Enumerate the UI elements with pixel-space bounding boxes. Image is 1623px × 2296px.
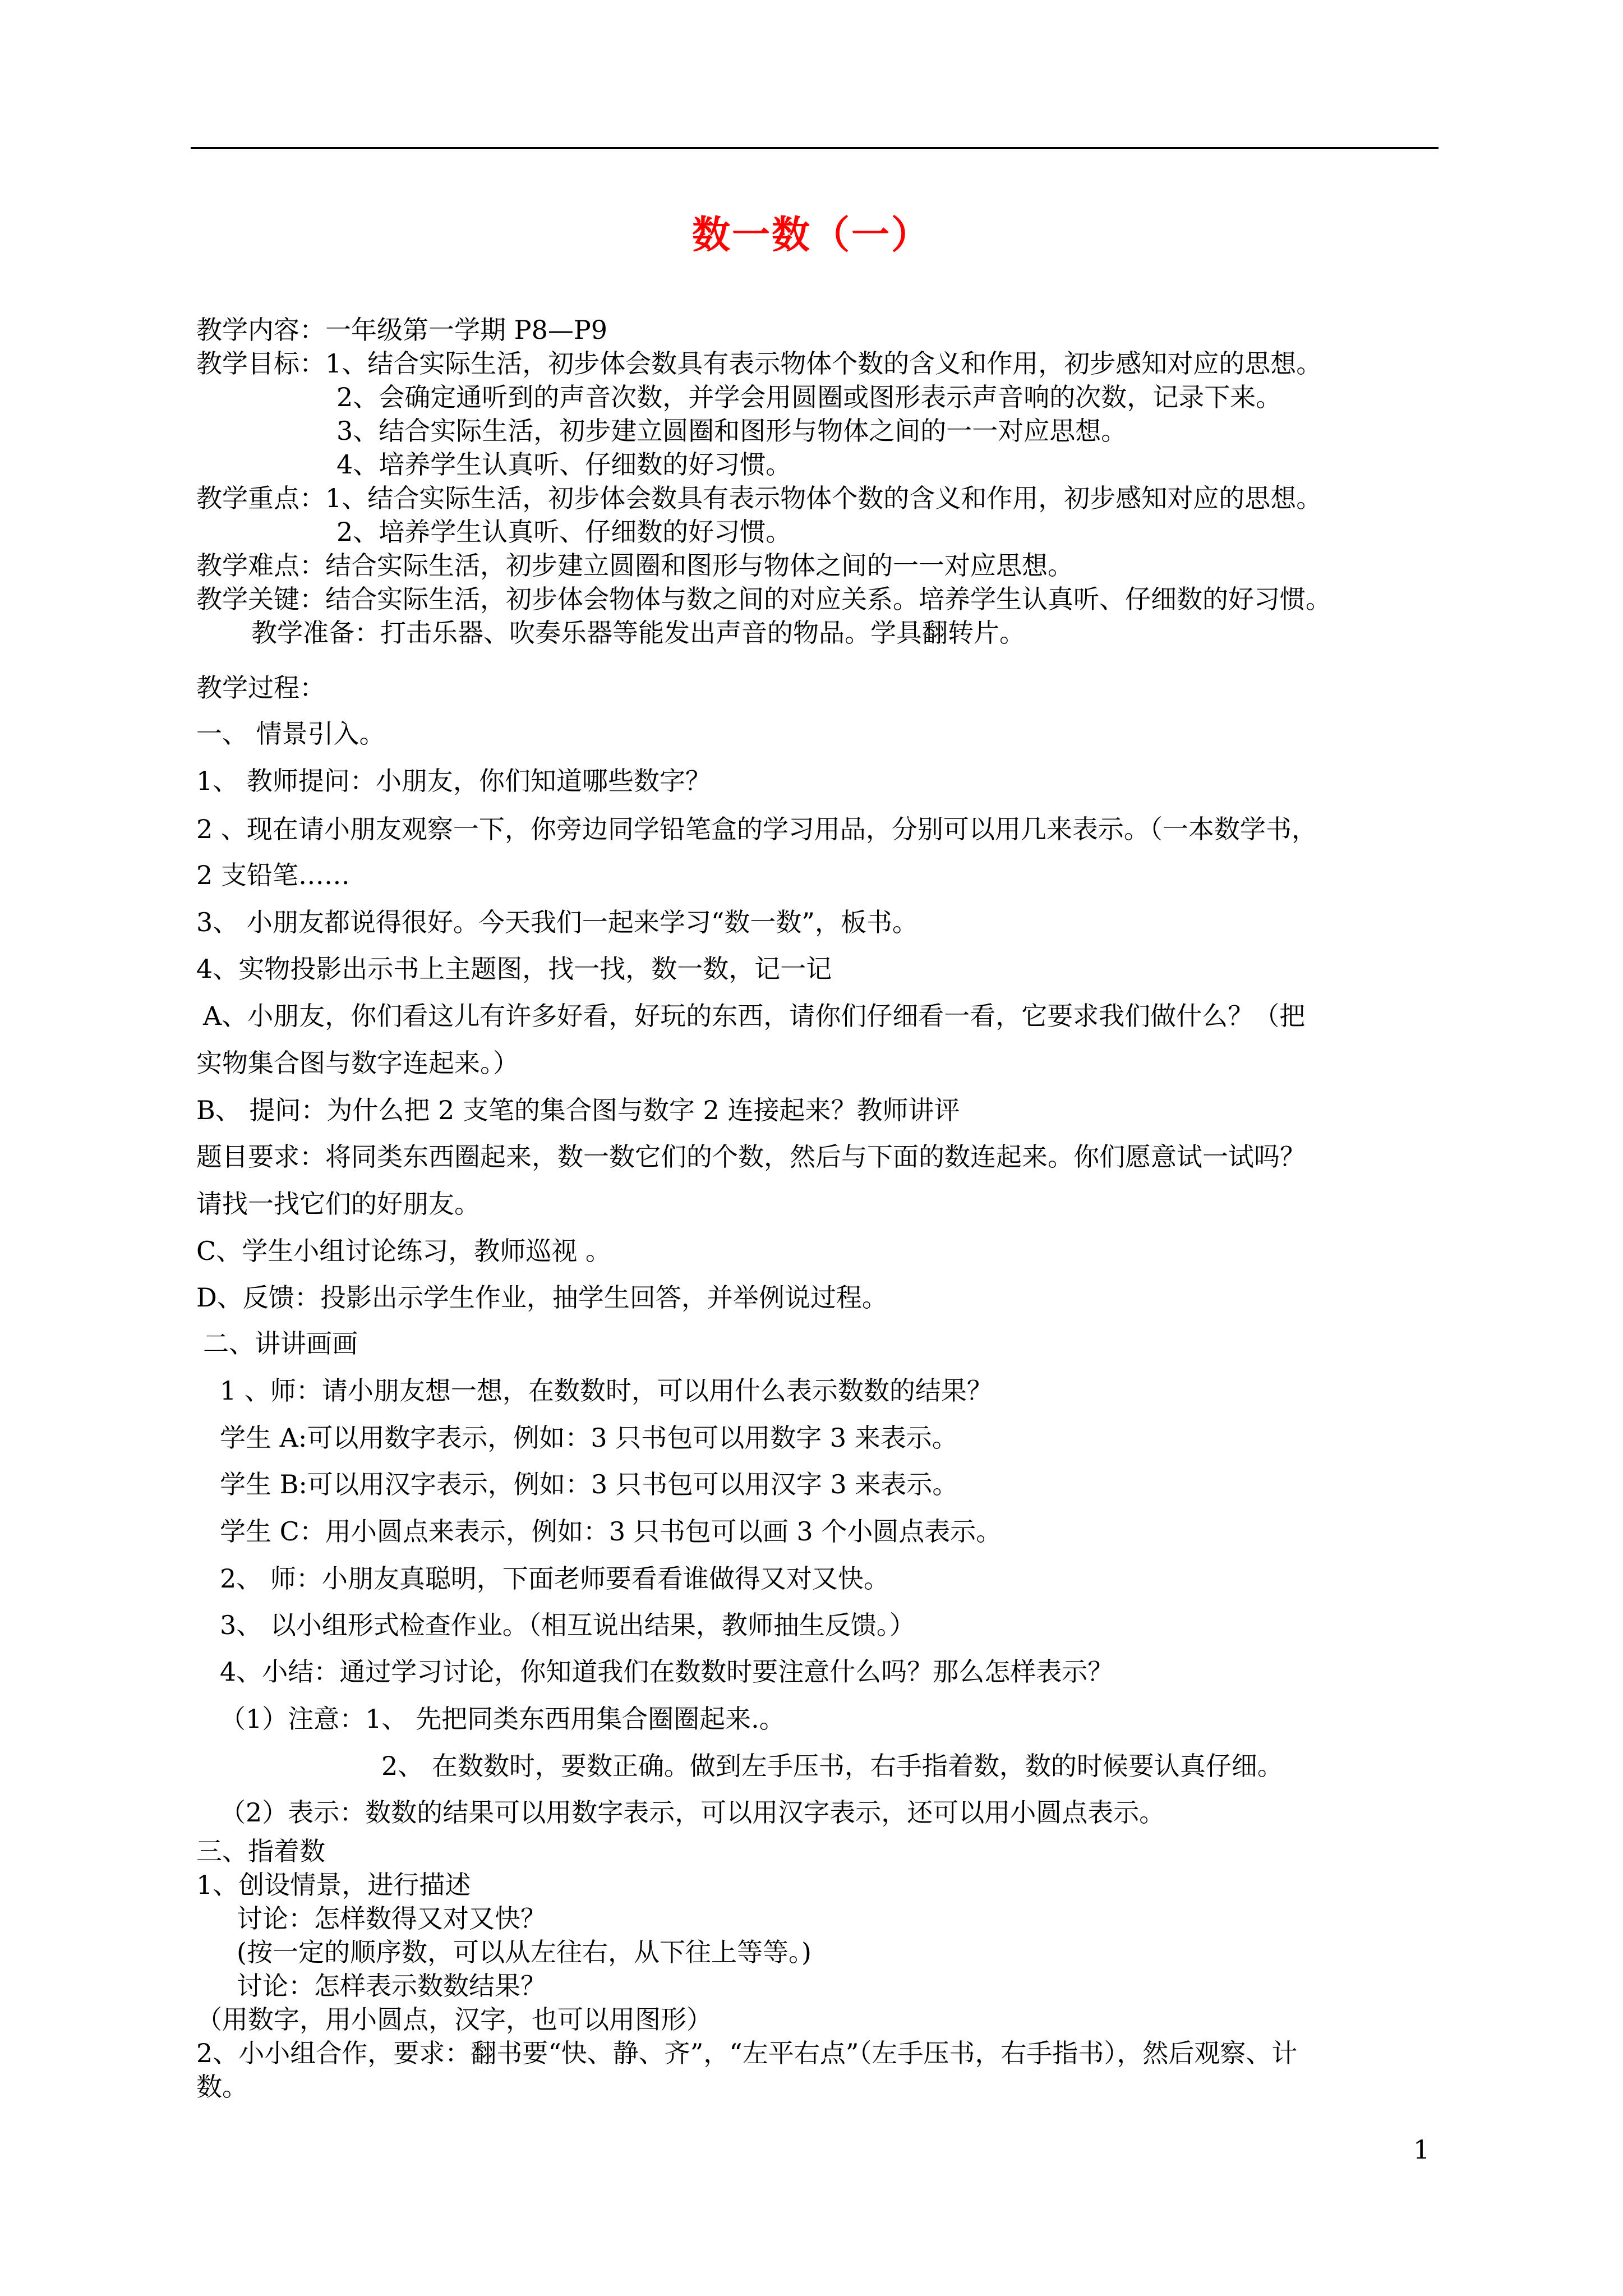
line-represent: （2）表示：数数的结果可以用数字表示，可以用汉字表示，还可以用小圆点表示。: [220, 1797, 1165, 1828]
line-process-heading: 教学过程：: [196, 673, 325, 703]
line-1-1: 1、 教师提问：小朋友，你们知道哪些数字？: [196, 766, 711, 796]
line-student-c: 学生 C：用小圆点来表示，例如：3 只书包可以画 3 个小圆点表示。: [220, 1516, 1002, 1547]
line-discuss-2-answer: （用数字，用小圆点，汉字，也可以用图形）: [196, 2004, 712, 2035]
line-section-1: 一、 情景引入。: [196, 719, 385, 749]
line-1-3: 3、 小朋友都说得很好。今天我们一起来学习“数一数”，板书。: [196, 907, 918, 937]
line-2-3: 3、 以小组形式检查作业。（相互说出结果，教师抽生反馈。）: [220, 1610, 915, 1640]
line-student-b: 学生 B:可以用汉字表示，例如：3 只书包可以用汉字 3 来表示。: [220, 1469, 958, 1499]
header-rule: [191, 147, 1438, 149]
line-requirement-cont: 请找一找它们的好朋友。: [196, 1189, 480, 1219]
line-2-1: 1 、师：请小朋友想一想，在数数时，可以用什么表示数数的结果？: [220, 1375, 993, 1406]
line-key-point-2: 2、培养学生认真听、仔细数的好习惯。: [336, 517, 792, 547]
line-discuss-2: 讨论：怎样表示数数结果？: [237, 1971, 546, 2001]
line-3-1: 1、创设情景，进行描述: [196, 1870, 471, 1900]
line-discuss-1-answer: (按一定的顺序数，可以从左往右，从下往上等等。): [237, 1937, 811, 1967]
line-2-4: 4、小结：通过学习讨论，你知道我们在数数时要注意什么吗？那么怎样表示？: [220, 1657, 1114, 1687]
page-title: 数一数（一）: [691, 213, 931, 257]
line-note-1: （1）注意：1、 先把同类东西用集合圈圈起来.。: [220, 1704, 785, 1734]
line-difficulty: 教学难点：结合实际生活，初步建立圆圈和图形与物体之间的一一对应思想。: [196, 550, 1073, 581]
line-2-2: 2、 师：小朋友真聪明，下面老师要看看谁做得又对又快。: [220, 1563, 889, 1594]
line-3-2-cont: 数。: [196, 2072, 248, 2102]
line-requirement: 题目要求：将同类东西圈起来，数一数它们的个数，然后与下面的数连起来。你们愿意试一试吗？: [196, 1142, 1306, 1172]
line-key: 教学关键：结合实际生活，初步体会物体与数之间的对应关系。培养学生认真听、仔细数的好习惯。: [196, 584, 1331, 614]
line-1-4-d: D、反馈：投影出示学生作业，抽学生回答，并举例说过程。: [196, 1282, 888, 1313]
line-1-4-c: C、学生小组讨论练习，教师巡视 。: [196, 1236, 611, 1266]
line-1-2: 2 、现在请小朋友观察一下，你旁边同学铅笔盒的学习用品，分别可以用几来表示。（一本数学书，: [196, 814, 1317, 844]
line-1-4-a: A、小朋友，你们看这儿有许多好看，好玩的东西，请你们仔细看一看，它要求我们做什么？（把: [203, 1001, 1306, 1031]
line-goal-2: 2、会确定通听到的声音次数，并学会用圆圈或图形表示声音响的次数，记录下来。: [336, 382, 1282, 412]
line-goal-3: 3、结合实际生活，初步建立圆圈和图形与物体之间的一一对应思想。: [336, 416, 1127, 446]
line-goal-4: 4、培养学生认真听、仔细数的好习惯。: [336, 449, 792, 480]
line-student-a: 学生 A:可以用数字表示，例如：3 只书包可以用数字 3 来表示。: [220, 1423, 958, 1453]
line-content: 教学内容：一年级第一学期 P8—P9: [196, 315, 608, 345]
line-key-points: 教学重点：1、结合实际生活，初步体会数具有表示物体个数的含义和作用，初步感知对应的思想。: [196, 483, 1322, 513]
line-preparation: 教学准备：打击乐器、吹奏乐器等能发出声音的物品。学具翻转片。: [251, 618, 1025, 648]
line-note-2: 2、 在数数时，要数正确。做到左手压书，右手指着数，数的时候要认真仔细。: [381, 1751, 1283, 1781]
line-goals: 教学目标：1、结合实际生活，初步体会数具有表示物体个数的含义和作用，初步感知对应的思想。: [196, 348, 1322, 379]
line-section-2: 二、讲讲画画: [203, 1328, 358, 1359]
line-1-4: 4、实物投影出示书上主题图，找一找，数一数，记一记: [196, 954, 832, 984]
page-number: 1: [1413, 2134, 1430, 2165]
line-1-4-a-cont: 实物集合图与数字连起来。）: [196, 1048, 519, 1078]
line-3-2: 2、小小组合作，要求：翻书要“快、静、齐”，“左平右点”（左手压书，右手指书），然后观察、计: [196, 2038, 1298, 2068]
line-section-3: 三、指着数: [196, 1836, 325, 1866]
line-1-4-b: B、 提问：为什么把 2 支笔的集合图与数字 2 连接起来？教师讲评: [196, 1095, 960, 1125]
line-1-2-cont: 2 支铅笔……: [196, 860, 350, 890]
line-discuss-1: 讨论：怎样数得又对又快？: [237, 1903, 546, 1934]
